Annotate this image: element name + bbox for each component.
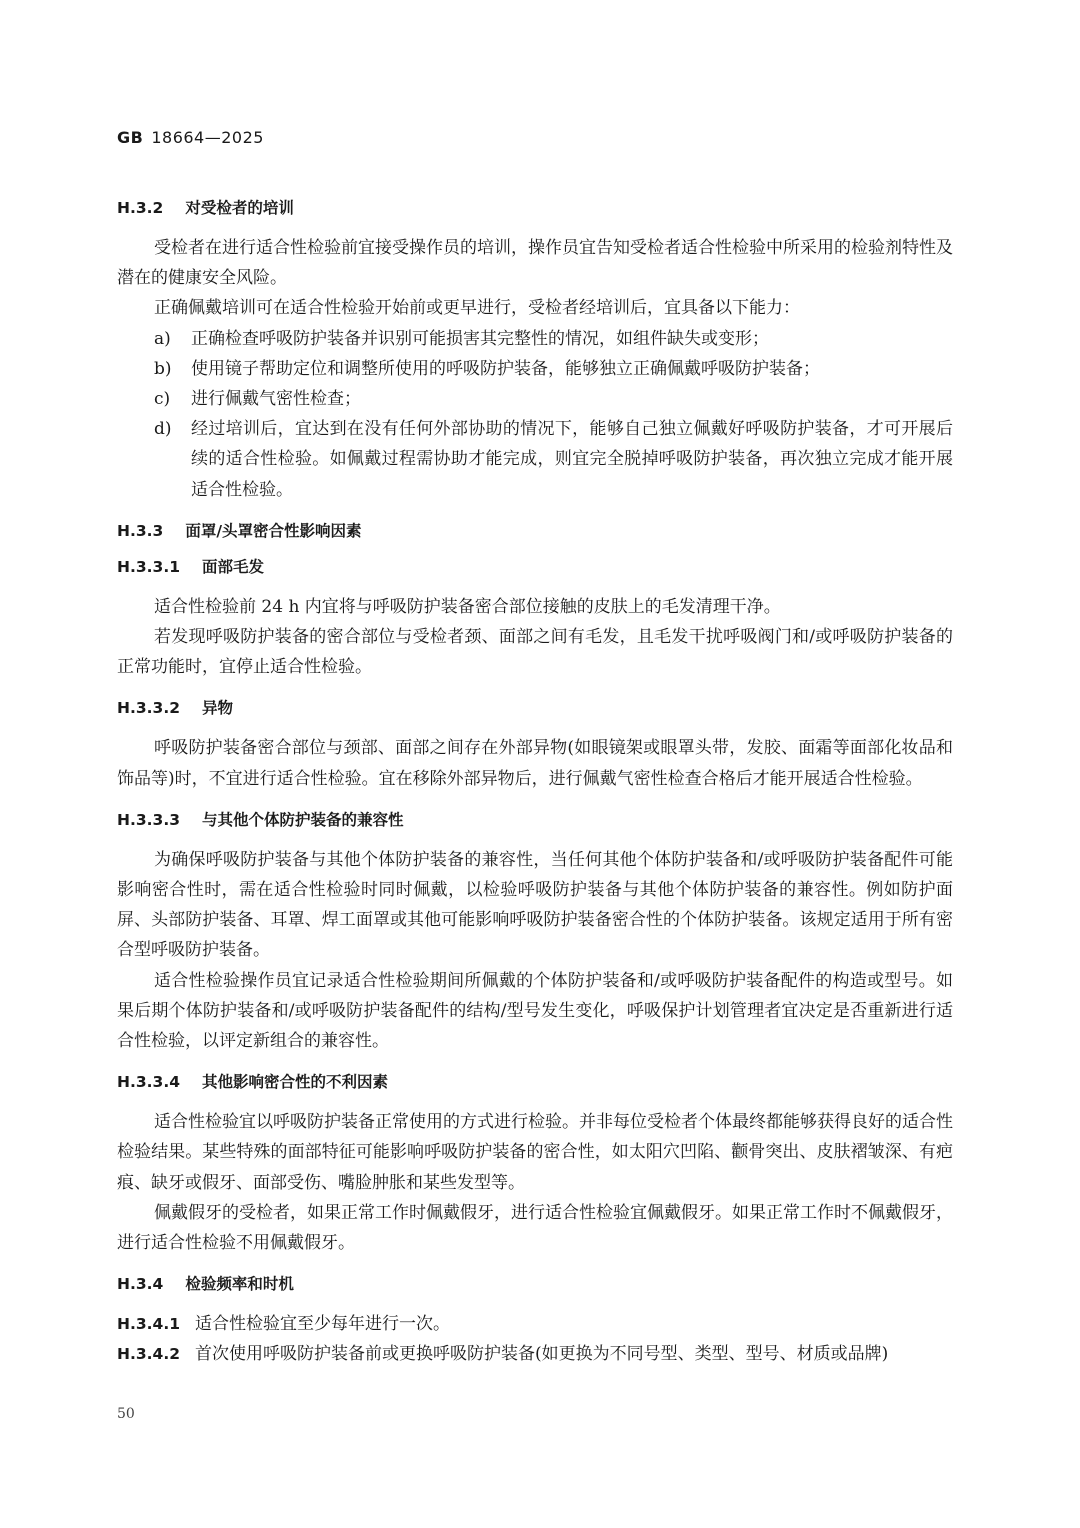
heading-number: H.3.3.3: [117, 810, 180, 829]
clause-text: 适合性检验宜至少每年进行一次。: [195, 1314, 450, 1335]
paragraph: 佩戴假牙的受检者，如果正常工作时佩戴假牙，进行适合性检验宜佩戴假牙。如果正常工作时不佩戴假牙，进行适合性检验不用佩戴假牙。: [117, 1202, 953, 1254]
paragraph: 若发现呼吸防护装备的密合部位与受检者颈、面部之间有毛发，且毛发干扰呼吸阀门和/或呼吸防护装备的正常功能时，宜停止适合性检验。: [117, 627, 953, 678]
list-marker: c): [154, 389, 171, 410]
heading-h3334: [117, 1064, 953, 1100]
paragraph: 适合性检验宜以呼吸防护装备正常使用的方式进行检验。并非每位受检者个体最终都能够获得良好的适合性检验结果。某些特殊的面部特征可能影响呼吸防护装备的密合性，如太阳穴凹陷、颧骨突出、皮肤褶皱深、有疤痕、缺牙或假牙、面部受伤、嘴脸肿胀和某些发型等。: [117, 1112, 953, 1193]
heading-h332: [117, 190, 953, 226]
paragraph: 受检者在进行适合性检验前宜接受操作员的培训，操作员宜告知受检者适合性检验中所采用的检验剂特性及潜在的健康安全风险。: [117, 238, 953, 289]
heading-h3333: [117, 802, 953, 838]
heading-number: H.3.2: [117, 199, 164, 217]
clause-text: 首次使用呼吸防护装备前或更换呼吸防护装备(如更换为不同号型、类型、型号、材质或品牌): [195, 1344, 889, 1365]
heading-number: H.3.3: [117, 521, 164, 540]
list-marker: d): [154, 419, 172, 440]
heading-h3331: [117, 549, 953, 585]
heading-title: 其他影响密合性的不利因素: [202, 1073, 389, 1092]
paragraph: 为确保呼吸防护装备与其他个体防护装备的兼容性，当任何其他个体防护装备和/或呼吸防护装备配件可能影响密合性时，需在适合性检验时同时佩戴，以检验呼吸防护装备与其他个体防护装备的兼容性。例如防护面屏、头部防护装备、耳罩、焊工面罩或其他可能影响呼吸防护装备密合性的个体防护装备。该规定适用于所有密合型呼吸防护装备。: [117, 849, 953, 961]
clause-h3341: [117, 1309, 953, 1339]
standard-number: [117, 128, 264, 147]
list-item: [117, 414, 953, 505]
list-text: 使用镜子帮助定位和调整所使用的呼吸防护装备，能够独立正确佩戴呼吸防护装备；: [191, 358, 820, 379]
heading-number: H.3.3.4: [117, 1073, 180, 1092]
list-text: 进行佩戴气密性检查；: [191, 389, 361, 410]
list-item: [117, 384, 953, 414]
clause-number: H.3.4.1: [117, 1315, 180, 1334]
list-item: [117, 354, 953, 384]
document-body: [117, 190, 953, 1370]
list-text: 经过培训后，宜达到在没有任何外部协助的情况下，能够自己独立佩戴好呼吸防护装备，才可开展后续的适合性检验。如佩戴过程需协助才能完成，则宜完全脱掉呼吸防护装备，再次独立完成才能开展适合性检验。: [191, 419, 953, 500]
paragraph: 适合性检验操作员宜记录适合性检验期间所佩戴的个体防护装备和/或呼吸防护装备配件的构造或型号。如果后期个体防护装备和/或呼吸防护装备配件的结构/型号发生变化，呼吸保护计划管理者宜决定是否重新进行适合性检验，以评定新组合的兼容性。: [117, 970, 953, 1052]
heading-h334: [117, 1266, 953, 1302]
heading-title: 对受检者的培训: [185, 199, 294, 217]
heading-title: 与其他个体防护装备的兼容性: [202, 810, 404, 829]
heading-h333: [117, 513, 953, 549]
paragraph: 正确佩戴培训可在适合性检验开始前或更早进行，受检者经培训后，宜具备以下能力：: [154, 298, 800, 319]
paragraph: 呼吸防护装备密合部位与颈部、面部之间存在外部异物(如眼镜架或眼罩头带，发胶、面霜等面部化妆品和饰品等)时，不宜进行适合性检验。宜在移除外部异物后，进行佩戴气密性检查合格后才能开展适合性检验。: [117, 738, 953, 789]
clause-number: H.3.4.2: [117, 1345, 180, 1364]
list-marker: a): [154, 328, 171, 349]
paragraph: 适合性检验前 24 h 内宜将与呼吸防护装备密合部位接触的皮肤上的毛发清理干净。: [154, 596, 781, 617]
list-marker: b): [154, 358, 172, 379]
list-text: 正确检查呼吸防护装备并识别可能损害其完整性的情况，如组件缺失或变形；: [191, 328, 769, 349]
heading-title: 面部毛发: [202, 557, 265, 576]
standard-code: 18664—2025: [151, 128, 264, 147]
heading-h3332: [117, 690, 953, 726]
heading-title: 异物: [202, 699, 234, 718]
heading-number: H.3.3.1: [117, 557, 180, 576]
page-number: 50: [117, 1406, 135, 1422]
heading-number: H.3.4: [117, 1275, 164, 1294]
heading-title: 面罩/头罩密合性影响因素: [185, 521, 362, 540]
list-item: [117, 324, 953, 354]
standard-prefix: GB: [117, 128, 144, 147]
clause-h3342: [117, 1339, 953, 1369]
heading-number: H.3.3.2: [117, 699, 180, 718]
heading-title: 检验频率和时机: [185, 1275, 294, 1294]
